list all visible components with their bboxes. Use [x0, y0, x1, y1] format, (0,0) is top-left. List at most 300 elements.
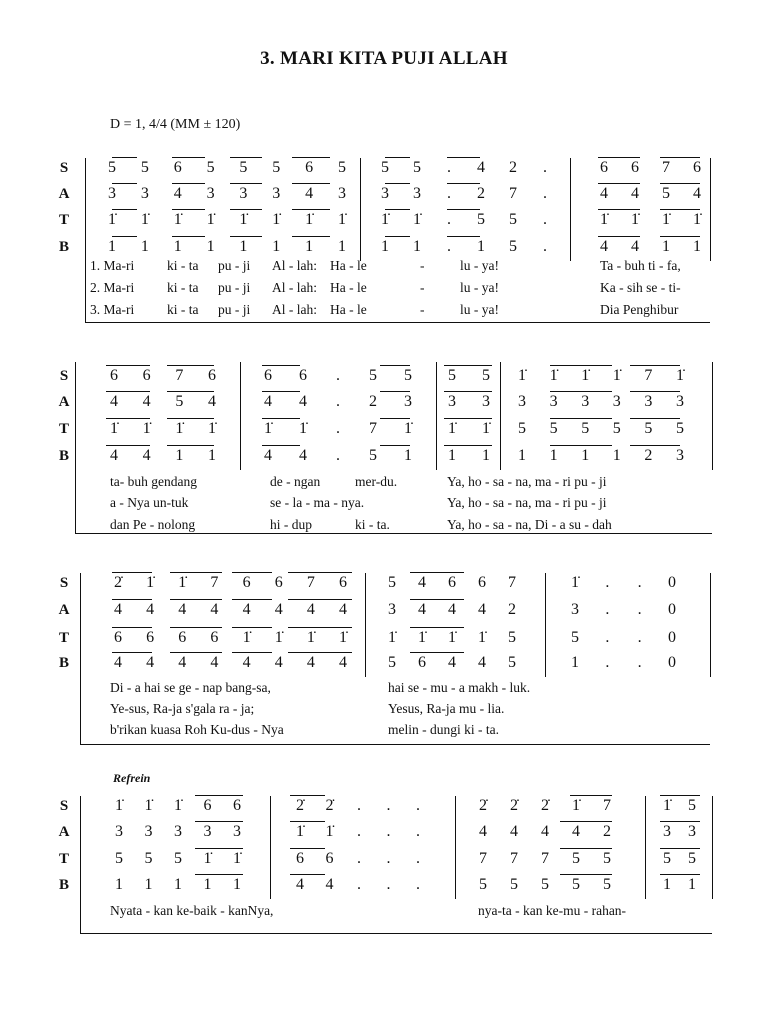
beam-line: [292, 157, 330, 158]
lyric-text: pu - ji: [218, 280, 251, 295]
note: 1̇: [272, 211, 281, 228]
lyric-text: nya-ta - kan ke-mu - rahan-: [478, 903, 627, 918]
system-bracket: [85, 158, 86, 322]
beam-line: [550, 418, 612, 419]
note: 7: [369, 420, 377, 437]
note: 5: [572, 850, 580, 867]
note: 3: [381, 185, 389, 202]
beam-line: [112, 627, 152, 628]
note: 3: [413, 185, 421, 202]
beam-line: [232, 572, 272, 573]
note: 1: [115, 876, 123, 893]
note: .: [605, 629, 610, 646]
note: 1̇: [144, 797, 153, 814]
note: 5: [572, 876, 580, 893]
beam-line: [106, 391, 150, 392]
note: 4: [178, 654, 187, 671]
note: 3: [644, 393, 653, 410]
note: 4: [339, 601, 347, 618]
note: 6: [208, 367, 216, 384]
note: 1̇: [146, 574, 155, 591]
voice-label-s: S: [59, 575, 69, 591]
note: 1̇: [239, 211, 248, 228]
beam-line: [170, 572, 222, 573]
note: 5: [508, 629, 516, 646]
note: 4: [114, 601, 122, 618]
beam-line: [195, 848, 243, 849]
beam-line: [170, 599, 222, 600]
beam-line: [112, 572, 152, 573]
hymn-title: 3. MARI KITA PUJI ALLAH: [260, 48, 508, 69]
note: 7: [306, 574, 315, 591]
note: .: [637, 654, 642, 671]
system-bracket: [75, 362, 76, 533]
beam-line: [112, 652, 152, 653]
beam-line: [410, 652, 464, 653]
lyric-text: Ha - le: [330, 302, 367, 317]
note: 5: [175, 393, 184, 410]
note: 1̇: [631, 211, 639, 228]
note: 6: [110, 367, 118, 384]
voice-label-a: A: [58, 186, 70, 202]
lyric-text: -: [420, 302, 425, 317]
note: 6: [114, 629, 122, 646]
note: 1̇: [612, 367, 621, 384]
lyric-text: Ye-sus, Ra-ja s'gala ra - ja;: [110, 701, 255, 716]
beam-line: [630, 445, 680, 446]
note: 6: [299, 367, 307, 384]
note: 6: [142, 367, 151, 384]
beam-line: [112, 183, 137, 184]
note: 7: [603, 797, 611, 814]
note: .: [386, 823, 391, 840]
note: .: [386, 850, 391, 867]
note: 4: [178, 601, 187, 618]
note: 1: [448, 447, 456, 464]
note: .: [637, 574, 642, 591]
note: 1: [203, 876, 212, 893]
note: 1̇: [663, 797, 671, 814]
beam-line: [630, 391, 680, 392]
note: .: [637, 629, 642, 646]
note: 1̇: [549, 367, 558, 384]
note: 2: [477, 185, 485, 202]
note: 1: [272, 238, 281, 255]
note: 1: [208, 447, 216, 464]
lyric-text: b'rikan kuasa Roh Ku-dus - Nya: [110, 722, 284, 737]
beam-line: [385, 157, 410, 158]
note: 1̇: [418, 629, 426, 646]
note: 1̇: [413, 211, 421, 228]
note: 4: [306, 601, 315, 618]
beam-line: [380, 418, 410, 419]
note: 3: [676, 393, 684, 410]
note: 4: [448, 654, 456, 671]
beam-line: [292, 236, 330, 237]
lyric-text: lu - ya!: [460, 302, 499, 317]
note: 7: [175, 367, 184, 384]
beam-line: [290, 874, 325, 875]
note: 2̇: [325, 797, 334, 814]
note: 4: [142, 447, 151, 464]
note: 5: [509, 211, 517, 228]
note: 5: [206, 159, 215, 176]
note: 7: [662, 159, 670, 176]
lyric-text: Ha - le: [330, 258, 367, 273]
note: 4: [146, 654, 155, 671]
note: 1: [413, 238, 421, 255]
beam-line: [167, 418, 214, 419]
beam-line: [232, 652, 272, 653]
note: 4: [418, 574, 426, 591]
note: 1̇: [448, 629, 456, 646]
beam-line: [167, 445, 214, 446]
beam-line: [660, 874, 700, 875]
beam-line: [385, 236, 410, 237]
lyric-text: 2. Ma-ri: [90, 280, 135, 295]
note: 7: [509, 185, 517, 202]
bar-line: [570, 158, 571, 261]
note: 6: [233, 797, 241, 814]
note: 2: [369, 393, 377, 410]
note: 1̇: [305, 211, 314, 228]
note: 1̇: [325, 823, 334, 840]
note: 7: [541, 850, 549, 867]
note: 1: [482, 447, 490, 464]
beam-line: [230, 183, 262, 184]
note: 7: [210, 574, 219, 591]
note: 5: [338, 159, 346, 176]
note: 3: [174, 823, 182, 840]
note: 1: [175, 447, 184, 464]
beam-line: [385, 209, 410, 210]
note: 1: [662, 238, 670, 255]
lyric-text: Ya, ho - sa - na, Di - a su - dah: [447, 517, 612, 532]
lyric-text: ki - ta: [167, 280, 199, 295]
bar-line: [545, 573, 546, 677]
lyric-text: Ya, ho - sa - na, ma - ri pu - ji: [447, 474, 607, 489]
note: 6: [173, 159, 182, 176]
note: 3: [388, 601, 396, 618]
lyric-text: Di - a hai se ge - nap bang-sa,: [110, 680, 271, 695]
lyric-text: ki - ta: [167, 258, 199, 273]
system-bottom-line: [75, 533, 712, 534]
note: 1̇: [339, 629, 347, 646]
note: 1: [693, 238, 701, 255]
note: .: [637, 601, 642, 618]
note: 1: [239, 238, 248, 255]
note: 4: [274, 654, 283, 671]
note: 4: [242, 654, 251, 671]
beam-line: [444, 365, 492, 366]
note: 1̇: [274, 629, 283, 646]
note: .: [543, 185, 547, 202]
bar-line: [436, 362, 437, 470]
note: 6: [242, 574, 251, 591]
note: 4: [242, 601, 251, 618]
beam-line: [410, 627, 464, 628]
note: 2: [644, 447, 653, 464]
note: 5: [479, 876, 487, 893]
note: 1̇: [571, 574, 579, 591]
note: 1: [140, 238, 149, 255]
note: 4: [114, 654, 122, 671]
note: 5: [508, 654, 516, 671]
note: 3: [404, 393, 412, 410]
note: 1̇: [175, 420, 184, 437]
lyric-text: pu - ji: [218, 302, 251, 317]
lyric-text: hi - dup: [270, 517, 312, 532]
note: 2̇: [479, 797, 487, 814]
note: 5: [388, 574, 396, 591]
beam-line: [167, 365, 214, 366]
beam-line: [232, 599, 272, 600]
note: 4: [631, 238, 639, 255]
beam-line: [550, 445, 612, 446]
lyric-text: ki - ta.: [355, 517, 390, 532]
note: 4: [305, 185, 314, 202]
note: 4: [299, 447, 307, 464]
lyric-text: Ka - sih se - ti-: [600, 280, 681, 295]
note: 3: [482, 393, 490, 410]
lyric-text: Ya, ho - sa - na, ma - ri pu - ji: [447, 495, 607, 510]
beam-line: [410, 599, 464, 600]
beam-line: [598, 183, 640, 184]
note: 1: [108, 238, 116, 255]
note: 3: [239, 185, 248, 202]
note: 1̇: [115, 797, 123, 814]
note: 1̇: [338, 211, 346, 228]
note: .: [357, 797, 361, 814]
note: 2̇: [541, 797, 549, 814]
beam-line: [560, 821, 612, 822]
voice-label-t: T: [58, 630, 69, 646]
note: 6: [478, 574, 486, 591]
lyric-text: melin - dungi ki - ta.: [388, 722, 499, 737]
note: 4: [479, 823, 487, 840]
beam-line: [170, 652, 222, 653]
note: 3: [203, 823, 212, 840]
beam-line: [290, 795, 325, 796]
note: 3: [206, 185, 215, 202]
beam-line: [230, 157, 262, 158]
note: 1̇: [110, 420, 118, 437]
note: 4: [210, 654, 219, 671]
note: 1̇: [173, 211, 182, 228]
note: 5: [448, 367, 456, 384]
note: 5: [571, 629, 579, 646]
note: 4: [264, 393, 272, 410]
note: 5: [174, 850, 182, 867]
note: 1: [581, 447, 590, 464]
note: 4: [600, 185, 608, 202]
note: .: [386, 797, 391, 814]
key-tempo-marking: D = 1, 4/4 (MM ± 120): [110, 117, 241, 132]
note: .: [447, 185, 451, 202]
voice-label-t: T: [58, 851, 69, 867]
note: .: [416, 797, 420, 814]
note: 4: [448, 601, 456, 618]
lyric-text: de - ngan: [270, 474, 321, 489]
beam-line: [288, 599, 352, 600]
note: 1̇: [178, 574, 187, 591]
lyric-text: ki - ta: [167, 302, 199, 317]
note: 1: [549, 447, 558, 464]
bar-line: [712, 796, 713, 899]
note: .: [543, 159, 547, 176]
note: 4: [325, 876, 334, 893]
note: 4: [296, 876, 304, 893]
note: 1̇: [404, 420, 412, 437]
note: 1̇: [518, 367, 526, 384]
note: 1̇: [264, 420, 272, 437]
beam-line: [195, 874, 243, 875]
note: 1̇: [600, 211, 608, 228]
beam-line: [385, 183, 410, 184]
beam-line: [447, 183, 480, 184]
note: 1: [173, 238, 182, 255]
note: 5: [115, 850, 123, 867]
note: 5: [581, 420, 590, 437]
note: 4: [339, 654, 347, 671]
note: .: [605, 654, 610, 671]
note: .: [357, 876, 361, 893]
note: .: [416, 876, 420, 893]
system-bracket: [80, 796, 81, 933]
note: 1̇: [242, 629, 251, 646]
note: 6: [178, 629, 187, 646]
beam-line: [598, 157, 640, 158]
beam-line: [112, 236, 137, 237]
note: .: [386, 876, 391, 893]
note: 4: [142, 393, 151, 410]
note: 1: [338, 238, 346, 255]
note: 4: [173, 185, 182, 202]
note: 1: [233, 876, 241, 893]
lyric-text: Al - lah:: [272, 258, 317, 273]
lyric-text: lu - ya!: [460, 258, 499, 273]
note: 6: [448, 574, 456, 591]
note: .: [357, 823, 361, 840]
note: 3: [272, 185, 281, 202]
note: 1̇: [174, 797, 182, 814]
note: 6: [203, 797, 212, 814]
note: 1̇: [381, 211, 389, 228]
note: 3: [518, 393, 526, 410]
note: 6: [339, 574, 347, 591]
bar-line: [270, 796, 271, 899]
note: 5: [603, 850, 611, 867]
beam-line: [444, 445, 492, 446]
note: 5: [239, 159, 248, 176]
beam-line: [290, 821, 325, 822]
voice-label-s: S: [59, 798, 69, 814]
system-bottom-line: [80, 744, 710, 745]
lyric-text: 3. Ma-ri: [90, 302, 135, 317]
voice-label-t: T: [58, 421, 69, 437]
note: 1̇: [306, 629, 315, 646]
beam-line: [262, 365, 300, 366]
note: .: [543, 238, 547, 255]
beam-line: [447, 157, 480, 158]
note: 2: [603, 823, 611, 840]
note: 1: [404, 447, 412, 464]
beam-line: [598, 209, 640, 210]
voice-label-a: A: [58, 602, 70, 618]
note: 0: [668, 574, 676, 591]
lyric-text: a - Nya un-tuk: [110, 495, 189, 510]
note: 6: [210, 629, 219, 646]
note: 1: [174, 876, 182, 893]
note: 7: [644, 367, 653, 384]
note: 4: [572, 823, 580, 840]
note: 1: [612, 447, 621, 464]
note: 3: [338, 185, 346, 202]
note: 5: [108, 159, 116, 176]
beam-line: [288, 627, 352, 628]
note: 1̇: [448, 420, 456, 437]
note: .: [605, 574, 610, 591]
note: .: [447, 211, 451, 228]
note: 3: [663, 823, 671, 840]
note: 4: [306, 654, 315, 671]
beam-line: [560, 848, 612, 849]
beam-line: [410, 572, 464, 573]
note: 4: [541, 823, 549, 840]
bar-line: [710, 158, 711, 261]
note: 1̇: [206, 211, 215, 228]
lyric-text: lu - ya!: [460, 280, 499, 295]
note: 6: [693, 159, 701, 176]
note: .: [416, 850, 420, 867]
voice-label-b: B: [58, 877, 69, 893]
note: 3: [688, 823, 696, 840]
beam-line: [106, 418, 150, 419]
beam-line: [550, 391, 612, 392]
system-bottom-line: [85, 322, 710, 323]
note: 1: [571, 654, 579, 671]
beam-line: [230, 236, 262, 237]
note: .: [543, 211, 547, 228]
beam-line: [660, 795, 700, 796]
note: 1: [688, 876, 696, 893]
note: 4: [264, 447, 272, 464]
note: 6: [631, 159, 639, 176]
note: 3: [612, 393, 621, 410]
note: 1: [144, 876, 153, 893]
lyric-text: -: [420, 258, 425, 273]
note: 7: [479, 850, 487, 867]
note: 5: [477, 211, 485, 228]
note: .: [336, 420, 340, 437]
beam-line: [598, 236, 640, 237]
note: 3: [108, 185, 116, 202]
note: .: [605, 601, 610, 618]
beam-line: [288, 572, 352, 573]
note: 1̇: [208, 420, 216, 437]
voice-label-b: B: [58, 448, 69, 464]
note: 1̇: [572, 797, 580, 814]
note: 3: [144, 823, 153, 840]
note: 6: [325, 850, 334, 867]
note: 6: [264, 367, 272, 384]
note: 1: [518, 447, 526, 464]
note: 1: [381, 238, 389, 255]
lyric-text: pu - ji: [218, 258, 251, 273]
beam-line: [170, 627, 222, 628]
beam-line: [570, 795, 612, 796]
note: 6: [296, 850, 304, 867]
